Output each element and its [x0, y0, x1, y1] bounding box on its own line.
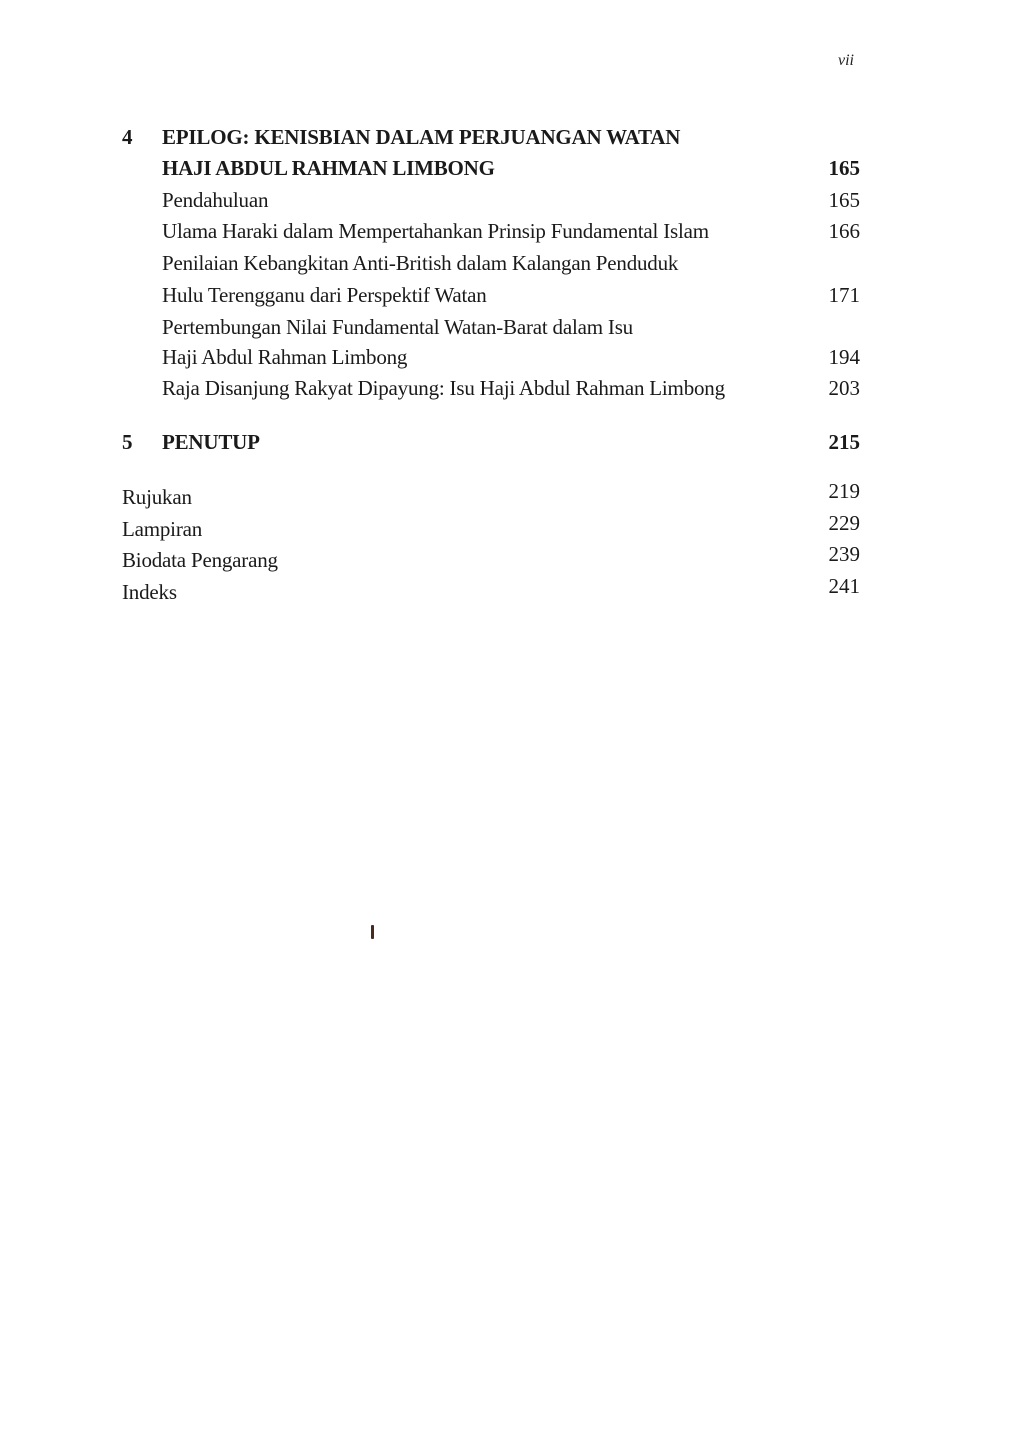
toc-entry-line2[interactable]	[0, 342, 1024, 372]
back-matter-page: 229	[828, 511, 860, 535]
section-title-continued: Hulu Terengganu dari Perspektif Watan	[162, 283, 487, 307]
section-page: 171	[828, 283, 860, 307]
back-matter-entry[interactable]	[0, 542, 1024, 575]
back-matter-entry[interactable]	[0, 511, 1024, 544]
chapter-title-continued: HAJI ABDUL RAHMAN LIMBONG	[162, 156, 495, 180]
back-matter-page: 219	[828, 479, 860, 503]
back-matter-entry[interactable]	[0, 479, 1024, 512]
section-page: 165	[828, 188, 860, 212]
toc-entry[interactable]	[0, 373, 1024, 403]
back-matter-page: 239	[828, 542, 860, 566]
chapter-4-heading-line2[interactable]	[0, 153, 1024, 183]
chapter-title: PENUTUP	[162, 430, 260, 454]
section-title: Pertembungan Nilai Fundamental Watan-Barat dalam Isu	[162, 315, 633, 339]
chapter-number: 4	[122, 125, 133, 149]
chapter-title: EPILOG: KENISBIAN DALAM PERJUANGAN WATAN	[162, 125, 681, 149]
section-title: Penilaian Kebangkitan Anti-British dalam Kalangan Penduduk	[162, 251, 679, 275]
toc-entry[interactable]	[0, 216, 1024, 246]
back-matter-title: Biodata Pengarang	[122, 548, 278, 572]
back-matter-entry[interactable]	[0, 574, 1024, 607]
chapter-4-heading-line1[interactable]	[0, 122, 1024, 152]
section-title: Raja Disanjung Rakyat Dipayung: Isu Haji Abdul Rahman Limbong	[162, 376, 725, 400]
toc-entry-line2[interactable]	[0, 280, 1024, 310]
page-number: vii	[838, 52, 854, 69]
chapter-page: 165	[828, 156, 860, 180]
section-page: 203	[828, 376, 860, 400]
chapter-page: 215	[828, 430, 860, 454]
stray-ink-mark	[371, 925, 374, 939]
section-title: Ulama Haraki dalam Mempertahankan Prinsip Fundamental Islam	[162, 219, 709, 243]
back-matter-title: Rujukan	[122, 485, 192, 509]
toc-entry[interactable]	[0, 185, 1024, 215]
back-matter-page: 241	[828, 574, 860, 598]
chapter-number: 5	[122, 430, 133, 454]
back-matter-title: Indeks	[122, 580, 177, 604]
toc-entry-line1[interactable]	[0, 312, 1024, 342]
chapter-5-heading[interactable]	[0, 427, 1024, 457]
section-page: 166	[828, 219, 860, 243]
section-page: 194	[828, 345, 860, 369]
toc-entry-line1[interactable]	[0, 248, 1024, 278]
back-matter-title: Lampiran	[122, 517, 203, 541]
section-title-continued: Haji Abdul Rahman Limbong	[162, 345, 408, 369]
section-title: Pendahuluan	[162, 188, 269, 212]
